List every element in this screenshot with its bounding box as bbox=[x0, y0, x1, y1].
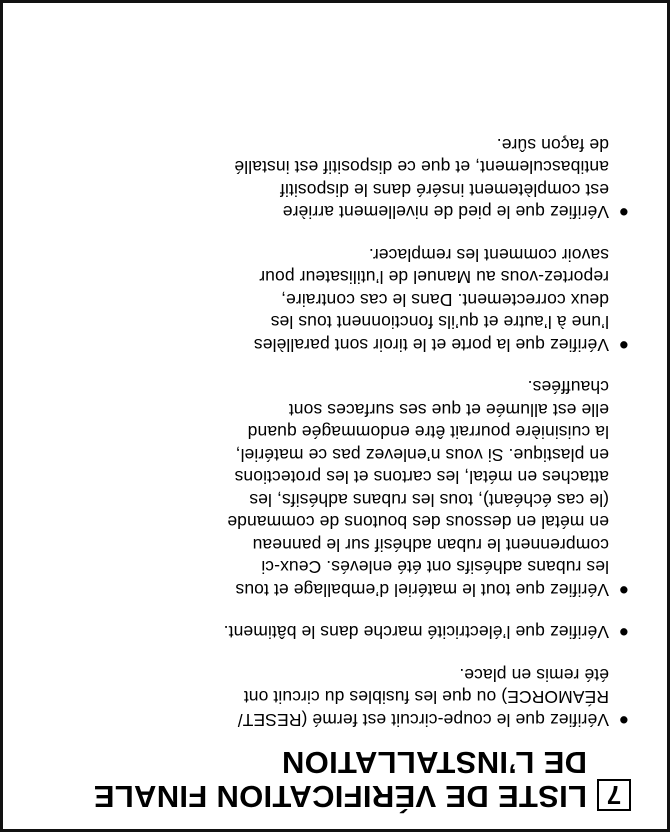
item-text-line: Vérifiez que tout le matériel d’emballage et tous bbox=[235, 580, 609, 600]
item-text-line: deux correctement. Dans le cas contraire, bbox=[281, 290, 609, 310]
checklist-item bbox=[31, 244, 631, 357]
bullet-icon: ● bbox=[618, 203, 629, 223]
item-text-line: elle est allumée et que ses surfaces sont bbox=[288, 400, 609, 420]
item-text-line: est complètement inséré dans le dispositif bbox=[279, 180, 609, 200]
item-text-line: de façon sûre. bbox=[496, 135, 609, 155]
bullet-icon: ● bbox=[618, 336, 629, 355]
item-text-line: reportez-vous au Manuel de l’utilisateur pour bbox=[259, 267, 609, 288]
item-text-line: RÉAMORCE) ou que les fusibles du circuit ont bbox=[243, 687, 609, 708]
section-heading bbox=[31, 745, 631, 813]
item-text-line: en métal en dessous des boutons de commande bbox=[227, 512, 609, 533]
item-text-line: l’une à l’autre et qu’ils fonctionnent tous les bbox=[270, 312, 609, 333]
item-text-line: Vérifiez que l’électricité marche dans le bâtiment. bbox=[223, 622, 609, 643]
item-text-line: Vérifiez que le coupe-circuit est fermé (RESET/ bbox=[237, 710, 609, 730]
section-title-line-1: LISTE DE VÉRIFICATION FINALE bbox=[93, 779, 587, 814]
checklist-item bbox=[31, 376, 631, 601]
section-title-line-2: DE L’INSTALLATION bbox=[281, 745, 587, 780]
item-text-line: en plastique. Si vous n’enlevez pas ce matériel, bbox=[235, 445, 609, 465]
bullet-icon: ● bbox=[618, 581, 629, 600]
item-text-line: été remis en place. bbox=[459, 665, 609, 685]
bullet-icon: ● bbox=[618, 623, 629, 643]
item-text-line: comprennent le ruban adhésif sur le panneau bbox=[252, 535, 609, 555]
item-text-line: attaches en métal, les cartons et les protections bbox=[234, 467, 609, 488]
bullet-icon: ● bbox=[618, 711, 629, 730]
checklist-item bbox=[31, 134, 631, 224]
section-title bbox=[93, 745, 587, 813]
item-text-line: savoir comment les remplacer. bbox=[368, 245, 609, 265]
item-text-line: Vérifiez que le pied de nivellement arrière bbox=[282, 202, 609, 223]
checklist bbox=[31, 134, 631, 732]
item-text-line: (le cas échéant), tous les rubans adhésifs, les bbox=[249, 490, 609, 510]
item-text-line: Vérifiez que la porte et le tiroir sont parallèles bbox=[253, 335, 609, 355]
item-text-line: les rubans adhésifs ont été enlevés. Ceux-ci bbox=[261, 557, 609, 578]
checklist-content bbox=[31, 114, 631, 814]
item-text-line: chauffées. bbox=[527, 377, 609, 398]
step-number: 7 bbox=[606, 780, 622, 810]
item-text-line: la cuisinière pourrait être endommagée quand bbox=[247, 422, 609, 443]
checklist-item bbox=[31, 664, 631, 732]
step-number-box bbox=[597, 779, 631, 811]
item-text-line: antibasculement, et que ce dispositif est installé bbox=[234, 157, 609, 178]
checklist-item bbox=[31, 621, 631, 644]
